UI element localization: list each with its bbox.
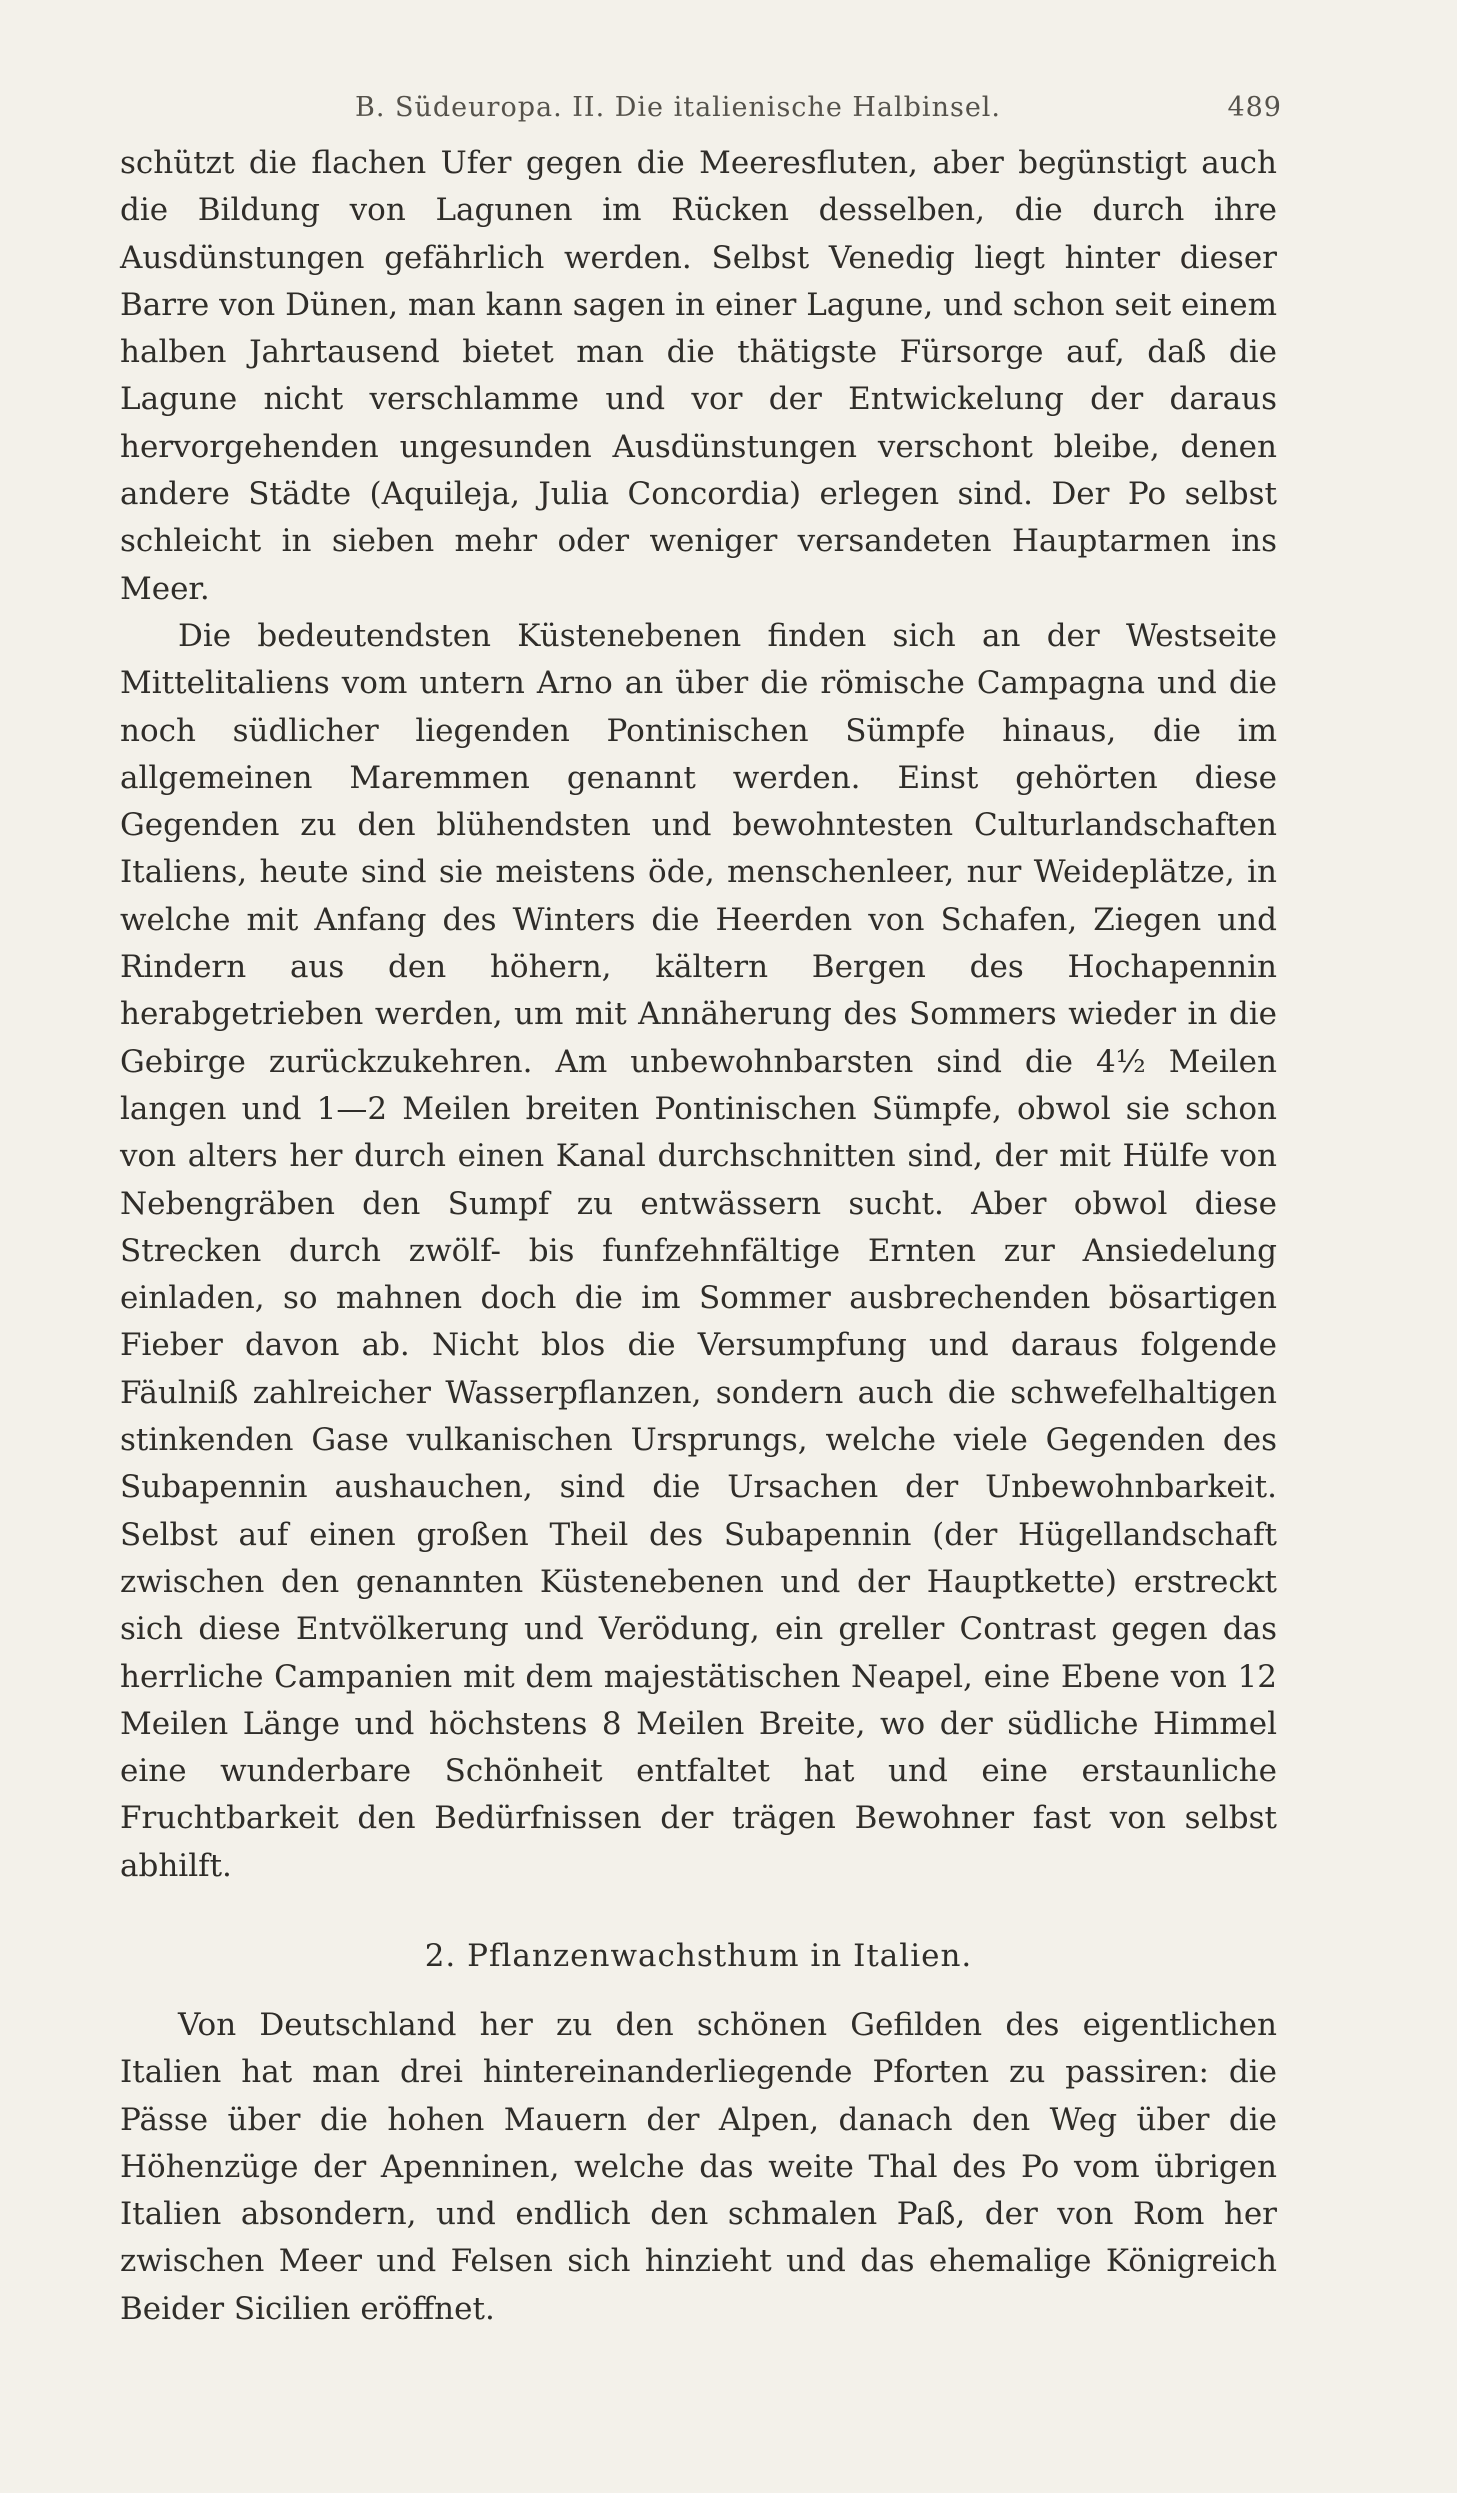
body-text bbox=[120, 140, 1277, 2333]
page-number: 489 bbox=[1227, 92, 1282, 123]
running-head-title: B. Südeuropa. II. Die italienische Halbinsel. bbox=[355, 92, 1002, 123]
paragraph-section-intro: Von Deutschland her zu den schönen Gefilden des eigentlichen Italien hat man drei hintereinanderliegende Pforten zu passiren: die Pässe über die hohen Mauern der Alpen, danach den Weg über die Höhenzüge der Apenninen, welche das weite Thal des Po vom übrigen Italien absondern, und endlich den schmalen Paß, der von Rom her zwischen Meer und Felsen sich hinzieht und das ehemalige Königreich Beider Sicilien eröffnet. bbox=[120, 2006, 1277, 2327]
paragraph-coastal-plains: Die bedeutendsten Küstenebenen finden sich an der Westseite Mittelitaliens vom untern Arno an über die römische Campagna und die noch südlicher liegenden Pontinischen Sümpfe hinaus, die im allgemeinen Maremmen genannt werden. Einst gehörten diese Gegenden zu den blühendsten und bewohntesten Culturlandschaften Italiens, heute sind sie meistens öde, menschenleer, nur Weideplätze, in welche mit Anfang des Winters die Heerden von Schafen, Ziegen und Rindern aus den höhern, kältern Bergen des Hochapennin herabgetrieben werden, um mit Annäherung des Sommers wieder in die Gebirge zurückzukehren. Am unbewohnbarsten sind die 4½ Meilen langen und 1—2 Meilen breiten Pontinischen Sümpfe, obwol sie schon von alters her durch einen Kanal durchschnitten sind, der mit Hülfe von Nebengräben den Sumpf zu entwässern sucht. Aber obwol diese Strecken durch zwölf- bis funfzehnfältige Ernten zur Ansiedelung einladen, so mahnen doch die im Sommer ausbrechenden bösartigen Fieber davon ab. Nicht blos die Versumpfung und daraus folgende Fäulniß zahlreicher Wasserpflanzen, sondern auch die schwefelhaltigen stinkenden Gase vulkanischen Ursprungs, welche viele Gegenden des Subapennin aushauchen, sind die Ursachen der Unbewohnbarkeit. Selbst auf einen großen Theil des Subapennin (der Hügellandschaft zwischen den genannten Küstenebenen und der Hauptkette) erstreckt sich diese Entvölkerung und Verödung, ein greller Contrast gegen das herrliche Campanien mit dem majestätischen Neapel, eine Ebene von 12 Meilen Länge und höchstens 8 Meilen Breite, wo der südliche Himmel eine wunderbare Schönheit entfaltet hat und eine erstaunliche Fruchtbarkeit den Bedürfnissen der trägen Bewohner fast von selbst abhilft. bbox=[120, 617, 1277, 1884]
section-heading: 2. Pflanzenwachsthum in Italien. bbox=[424, 1937, 973, 1974]
paragraph-continued: schützt die flachen Ufer gegen die Meeresfluten, aber begünstigt auch die Bildung von Lagunen im Rücken desselben, die durch ihre Ausdünstungen gefährlich werden. Selbst Venedig liegt hinter dieser Barre von Dünen, man kann sagen in einer Lagune, und schon seit einem halben Jahrtausend bietet man die thätigste Fürsorge auf, daß die Lagune nicht verschlamme und vor der Entwickelung der daraus hervorgehenden ungesunden Ausdünstungen verschont bleibe, denen andere Städte (Aquileja, Julia Concordia) erlegen sind. Der Po selbst schleicht in sieben mehr oder weniger versandeten Hauptarmen ins Meer. bbox=[120, 145, 1277, 607]
running-head bbox=[120, 92, 1282, 140]
